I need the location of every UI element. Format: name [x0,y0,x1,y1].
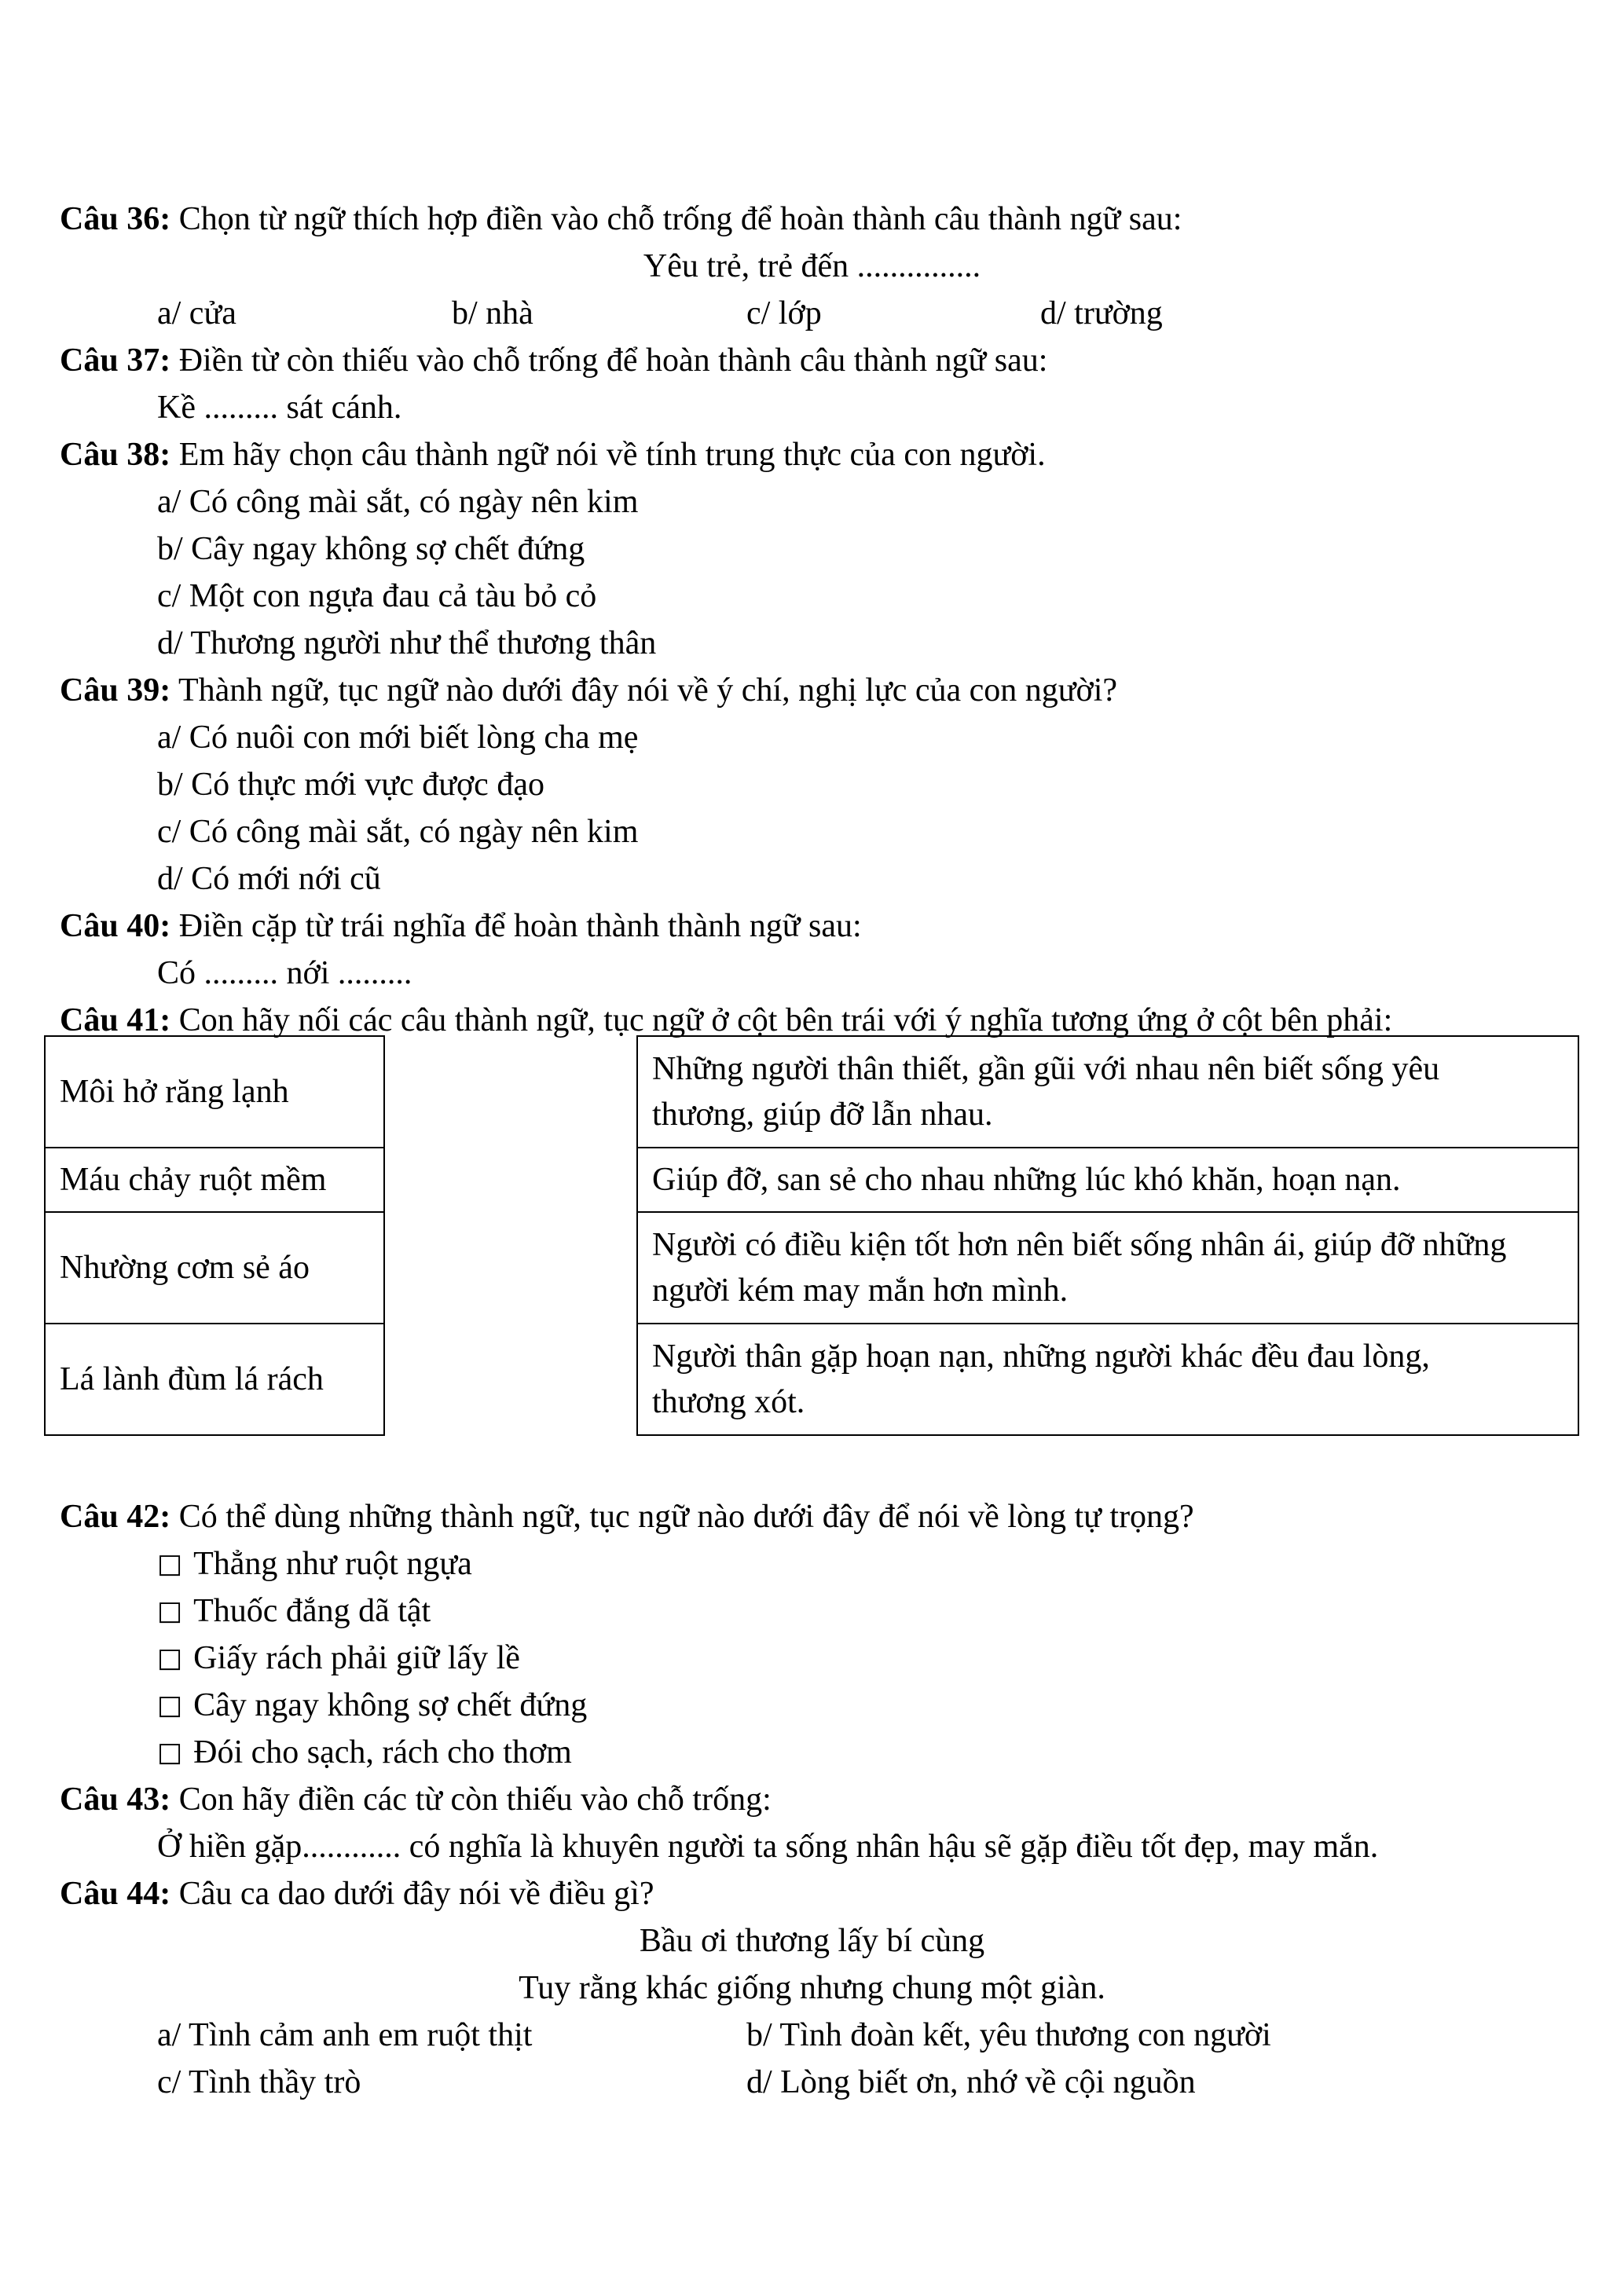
q37-prompt: Kề ......... sát cánh. [157,390,402,426]
q42-option: □ Giấy rách phải giữ lấy lề [157,1640,520,1676]
question-text: Thành ngữ, tục ngữ nào dưới đây nói về ý chí, nghị lực của con người? [178,672,1118,709]
q44-option-b: b/ Tình đoàn kết, yêu thương con người [746,2017,1271,2053]
idiom-cell: Nhường cơm sẻ áo [45,1212,384,1324]
question-label: Câu 42: [60,1499,171,1535]
matching-row [45,1324,1578,1435]
idiom-cell: Lá lành đùm lá rách [45,1324,384,1435]
checkbox-icon[interactable]: □ [157,1642,183,1674]
q39-option-c: c/ Có công mài sắt, có ngày nên kim [157,814,639,850]
question-label: Câu 39: [60,672,171,709]
checkbox-icon[interactable]: □ [157,1737,183,1768]
q36-option-d: d/ trường [1040,295,1163,331]
checkbox-icon[interactable]: □ [157,1548,183,1580]
checkbox-icon[interactable]: □ [157,1690,183,1721]
question-38 [60,438,1046,471]
question-40 [60,910,862,943]
matching-table [44,1035,1579,1436]
question-label: Câu 37: [60,342,171,379]
question-label: Câu 43: [60,1782,171,1818]
q44-verse-line-2: Tuy rằng khác giống nhưng chung một giàn. [519,1970,1105,2006]
question-text: Điền cặp từ trái nghĩa để hoàn thành thành ngữ sau: [178,908,862,944]
meaning-cell: Người thân gặp hoạn nạn, những người khác đều đau lòng, thương xót. [637,1324,1578,1435]
q40-prompt: Có ......... nới ......... [157,955,412,991]
q44-verse-line-1: Bầu ơi thương lấy bí cùng [639,1923,985,1959]
q42-option: □ Đói cho sạch, rách cho thơm [157,1734,572,1771]
q38-option-a: a/ Có công mài sắt, có ngày nên kim [157,484,639,520]
q39-option-a: a/ Có nuôi con mới biết lòng cha mẹ [157,720,639,756]
question-text: Có thể dùng những thành ngữ, tục ngữ nào dưới đây để nói về lòng tự trọng? [178,1499,1194,1535]
question-36 [60,203,1182,236]
question-label: Câu 36: [60,201,171,237]
question-text: Câu ca dao dưới đây nói về điều gì? [178,1876,654,1912]
question-41 [60,1004,1392,1037]
question-label: Câu 40: [60,908,171,944]
question-label: Câu 38: [60,437,171,473]
matching-row [45,1212,1578,1324]
q42-option: □ Thuốc đắng dã tật [157,1593,431,1629]
meaning-cell: Người có điều kiện tốt hơn nên biết sống nhân ái, giúp đỡ những người kém may mắn hơn mình. [637,1212,1578,1324]
q43-prompt: Ở hiền gặp............ có nghĩa là khuyên người ta sống nhân hậu sẽ gặp điều tốt đẹp, may mắn. [157,1829,1379,1865]
q36-prompt: Yêu trẻ, trẻ đến ............... [643,248,981,284]
q36-option-a: a/ cửa [157,295,236,331]
q38-option-d: d/ Thương người như thể thương thân [157,625,657,661]
question-label: Câu 41: [60,1002,171,1038]
q36-option-b: b/ nhà [452,295,533,331]
question-42 [60,1500,1194,1533]
question-37 [60,344,1047,377]
question-label: Câu 44: [60,1876,171,1912]
q38-option-b: b/ Cây ngay không sợ chết đứng [157,531,585,567]
idiom-cell: Máu chảy ruột mềm [45,1148,384,1212]
q38-option-c: c/ Một con ngựa đau cả tàu bỏ cỏ [157,578,597,614]
q36-option-c: c/ lớp [746,295,822,331]
q44-option-c: c/ Tình thầy trò [157,2064,361,2100]
question-text: Con hãy điền các từ còn thiếu vào chỗ trống: [178,1782,772,1818]
question-text: Con hãy nối các câu thành ngữ, tục ngữ ở cột bên trái với ý nghĩa tương ứng ở cột bên phải: [178,1002,1393,1038]
matching-row [45,1148,1578,1212]
q42-option: □ Thẳng như ruột ngựa [157,1546,472,1582]
checkbox-icon[interactable]: □ [157,1595,183,1627]
q42-option: □ Cây ngay không sợ chết đứng [157,1687,588,1723]
question-text: Chọn từ ngữ thích hợp điền vào chỗ trống để hoàn thành câu thành ngữ sau: [178,201,1182,237]
q39-option-b: b/ Có thực mới vực được đạo [157,767,544,803]
question-39 [60,674,1117,707]
idiom-cell: Môi hở răng lạnh [45,1036,384,1148]
meaning-cell: Giúp đỡ, san sẻ cho nhau những lúc khó khăn, hoạn nạn. [637,1148,1578,1212]
q44-option-d: d/ Lòng biết ơn, nhớ về cội nguồn [746,2064,1196,2100]
q44-option-a: a/ Tình cảm anh em ruột thịt [157,2017,533,2053]
matching-row [45,1036,1578,1148]
question-text: Em hãy chọn câu thành ngữ nói về tính trung thực của con người. [178,437,1046,473]
meaning-cell: Những người thân thiết, gần gũi với nhau nên biết sống yêu thương, giúp đỡ lẫn nhau. [637,1036,1578,1148]
question-43 [60,1783,772,1816]
question-text: Điền từ còn thiếu vào chỗ trống để hoàn thành câu thành ngữ sau: [178,342,1048,379]
q39-option-d: d/ Có mới nới cũ [157,861,381,897]
question-44 [60,1877,654,1910]
